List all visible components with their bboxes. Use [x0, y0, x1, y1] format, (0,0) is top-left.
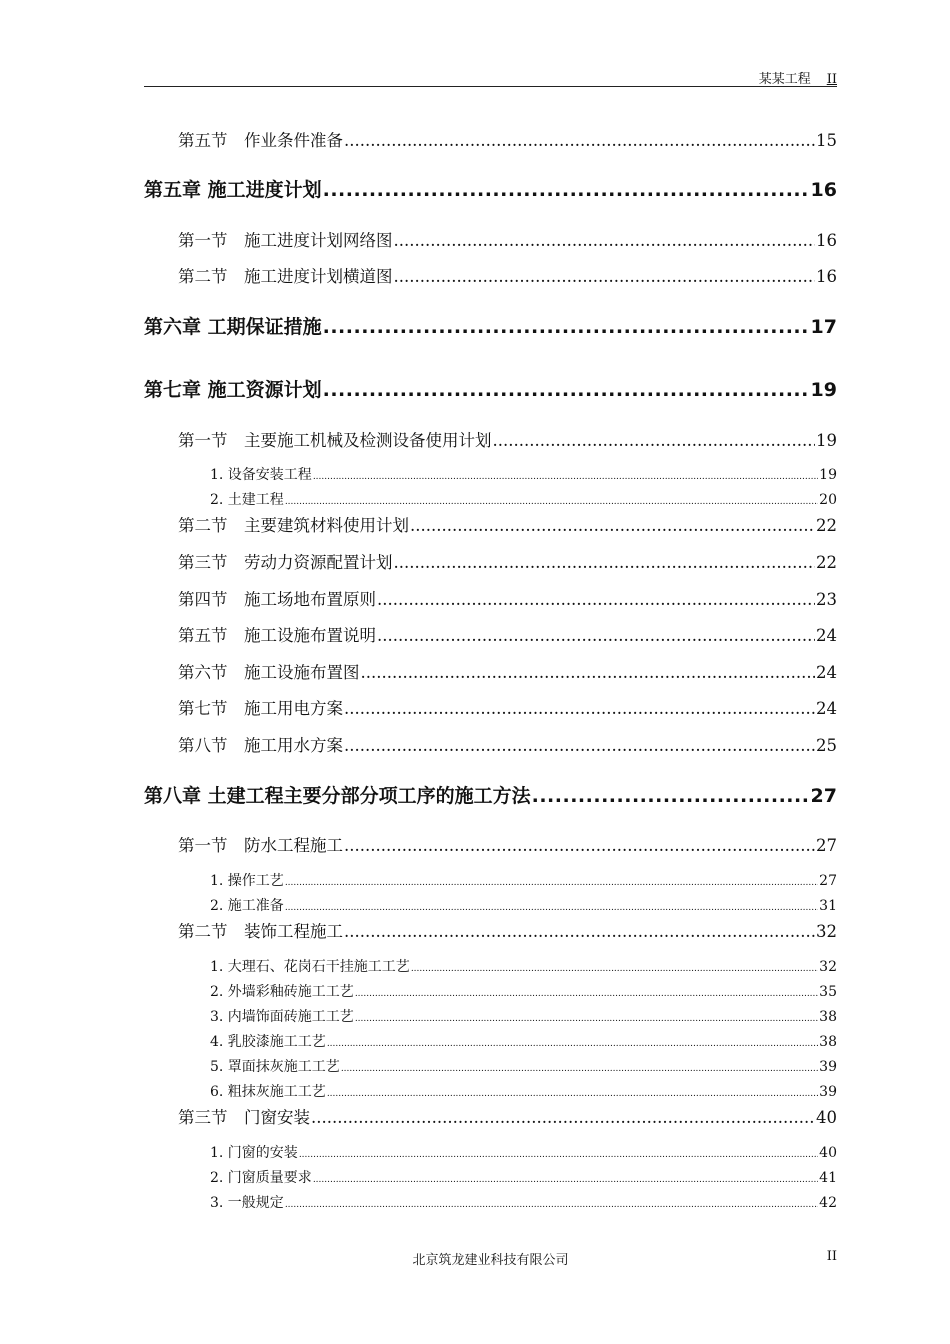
page-number: 22 — [816, 553, 837, 572]
page-number: 35 — [819, 984, 837, 1000]
page-number: 24 — [816, 663, 837, 682]
toc-item-entry[interactable] — [210, 1167, 837, 1187]
section-number: 第二节 — [178, 922, 228, 941]
chapter-title: 第五章 施工进度计划 — [144, 179, 322, 201]
section-number: 第一节 — [178, 836, 228, 855]
dot-leader — [341, 1064, 818, 1074]
dot-leader — [285, 1200, 818, 1210]
dot-leader — [327, 1039, 818, 1049]
section-title: 装饰工程施工 — [244, 922, 343, 941]
toc-section-entry[interactable] — [178, 622, 837, 646]
section-number: 第一节 — [178, 431, 228, 450]
page-number: 19 — [816, 431, 837, 450]
toc-section-entry[interactable] — [178, 918, 837, 942]
chapter-title: 第七章 施工资源计划 — [144, 379, 322, 401]
page-number: 24 — [816, 626, 837, 645]
page-number: 17 — [810, 316, 837, 338]
toc-section-entry[interactable] — [178, 127, 837, 151]
section-title: 门窗安装 — [244, 1108, 310, 1127]
toc-section-entry[interactable] — [178, 263, 837, 287]
page-number: 25 — [816, 736, 837, 755]
dot-leader — [377, 626, 815, 645]
section-title: 施工用电方案 — [244, 699, 343, 718]
dot-leader — [323, 316, 810, 338]
header-title: 某某工程 — [758, 72, 811, 87]
section-number: 第二节 — [178, 516, 228, 535]
dot-leader — [285, 878, 818, 888]
item-title: 1. 操作工艺 — [210, 873, 284, 889]
toc-chapter-entry[interactable] — [144, 175, 837, 202]
dot-leader — [327, 1089, 818, 1099]
page-number: 19 — [810, 379, 837, 401]
section-title: 施工进度计划网络图 — [244, 231, 393, 250]
page-number: 32 — [819, 959, 837, 975]
item-title: 2. 外墙彩釉砖施工工艺 — [210, 984, 354, 1000]
page-number: 27 — [816, 836, 837, 855]
item-title: 4. 乳胶漆施工工艺 — [210, 1034, 326, 1050]
toc-item-entry[interactable] — [210, 1006, 837, 1026]
item-title: 6. 粗抹灰施工工艺 — [210, 1084, 326, 1100]
toc-section-entry[interactable] — [178, 1104, 837, 1128]
page-number: 41 — [819, 1170, 837, 1186]
dot-leader — [394, 553, 816, 572]
page-number: 22 — [816, 516, 837, 535]
item-title: 3. 一般规定 — [210, 1195, 284, 1211]
section-number: 第六节 — [178, 663, 228, 682]
toc-chapter-entry[interactable] — [144, 312, 837, 339]
dot-leader — [344, 699, 815, 718]
dot-leader — [377, 590, 815, 609]
toc-section-entry[interactable] — [178, 732, 837, 756]
dot-leader — [311, 1108, 815, 1127]
page-number: 32 — [816, 922, 837, 941]
page-number: 38 — [819, 1034, 837, 1050]
page-number: 42 — [819, 1195, 837, 1211]
dot-leader — [411, 964, 818, 974]
section-title: 施工设施布置图 — [244, 663, 360, 682]
page-number: 16 — [816, 267, 837, 286]
page-number: 27 — [819, 873, 837, 889]
dot-leader — [394, 267, 816, 286]
dot-leader — [410, 516, 815, 535]
dot-leader — [344, 922, 815, 941]
chapter-title: 第六章 工期保证措施 — [144, 316, 322, 338]
item-title: 1. 设备安装工程 — [210, 467, 312, 483]
header-page-number: II — [826, 72, 837, 87]
toc-item-entry[interactable] — [210, 1192, 837, 1212]
section-title: 施工设施布置说明 — [244, 626, 376, 645]
toc-item-entry[interactable] — [210, 489, 837, 509]
footer-company-name: 北京筑龙建业科技有限公司 — [412, 1253, 569, 1268]
page-number: 38 — [819, 1009, 837, 1025]
toc-chapter-entry[interactable] — [144, 375, 837, 402]
dot-leader — [285, 497, 818, 507]
toc-item-entry[interactable] — [210, 870, 837, 890]
section-title: 主要施工机械及检测设备使用计划 — [244, 431, 492, 450]
page-footer — [144, 1249, 837, 1267]
dot-leader — [355, 989, 818, 999]
toc-section-entry[interactable] — [178, 695, 837, 719]
section-title: 施工用水方案 — [244, 736, 343, 755]
dot-leader — [285, 903, 818, 913]
dot-leader — [313, 1175, 818, 1185]
section-title: 施工场地布置原则 — [244, 590, 376, 609]
page-number: 27 — [810, 785, 837, 807]
dot-leader — [355, 1014, 818, 1024]
toc-item-entry[interactable] — [210, 1031, 837, 1051]
section-number: 第五节 — [178, 626, 228, 645]
section-title: 作业条件准备 — [244, 131, 343, 150]
page-number: 31 — [819, 898, 837, 914]
page-number: 24 — [816, 699, 837, 718]
page-number: 40 — [819, 1145, 837, 1161]
section-title: 防水工程施工 — [244, 836, 343, 855]
section-number: 第三节 — [178, 553, 228, 572]
toc-item-entry[interactable] — [210, 956, 837, 976]
toc-chapter-entry[interactable] — [144, 781, 837, 808]
toc-item-entry[interactable] — [210, 1081, 837, 1101]
section-number: 第二节 — [178, 267, 228, 286]
item-title: 1. 门窗的安装 — [210, 1145, 298, 1161]
toc-section-entry[interactable] — [178, 586, 837, 610]
dot-leader — [344, 736, 815, 755]
section-number: 第一节 — [178, 231, 228, 250]
toc-item-entry[interactable] — [210, 895, 837, 915]
page-number: 16 — [810, 179, 837, 201]
page-number: 20 — [819, 492, 837, 508]
toc-section-entry[interactable] — [178, 659, 837, 683]
toc-item-entry[interactable] — [210, 464, 837, 484]
dot-leader — [323, 379, 810, 401]
dot-leader — [323, 179, 810, 201]
section-number: 第三节 — [178, 1108, 228, 1127]
item-title: 3. 内墙饰面砖施工工艺 — [210, 1009, 354, 1025]
footer-page-number: II — [826, 1249, 837, 1264]
page-number: 39 — [819, 1084, 837, 1100]
item-title: 2. 门窗质量要求 — [210, 1170, 312, 1186]
toc-section-entry[interactable] — [178, 427, 837, 451]
toc-section-entry[interactable] — [178, 227, 837, 251]
page-number: 39 — [819, 1059, 837, 1075]
page-number: 40 — [816, 1108, 837, 1127]
dot-leader — [313, 472, 818, 482]
item-title: 5. 罩面抹灰施工工艺 — [210, 1059, 340, 1075]
item-title: 1. 大理石、花岗石干挂施工工艺 — [210, 959, 410, 975]
item-title: 2. 土建工程 — [210, 492, 284, 508]
section-title: 主要建筑材料使用计划 — [244, 516, 409, 535]
dot-leader — [361, 663, 816, 682]
page-number: 15 — [816, 131, 837, 150]
section-number: 第五节 — [178, 131, 228, 150]
toc-item-entry[interactable] — [210, 981, 837, 1001]
toc-section-entry[interactable] — [178, 549, 837, 573]
page-number: 23 — [816, 590, 837, 609]
section-title: 劳动力资源配置计划 — [244, 553, 393, 572]
toc-item-entry[interactable] — [210, 1056, 837, 1076]
toc-section-entry[interactable] — [178, 832, 837, 856]
chapter-title: 第八章 土建工程主要分部分项工序的施工方法 — [144, 785, 531, 807]
dot-leader — [532, 785, 810, 807]
section-number: 第七节 — [178, 699, 228, 718]
dot-leader — [344, 131, 815, 150]
dot-leader — [299, 1150, 818, 1160]
section-title: 施工进度计划横道图 — [244, 267, 393, 286]
dot-leader — [394, 231, 816, 250]
toc-item-entry[interactable] — [210, 1142, 837, 1162]
section-number: 第八节 — [178, 736, 228, 755]
toc-section-entry[interactable] — [178, 512, 837, 536]
page-number: 16 — [816, 231, 837, 250]
dot-leader — [493, 431, 816, 450]
dot-leader — [344, 836, 815, 855]
page-number: 19 — [819, 467, 837, 483]
item-title: 2. 施工准备 — [210, 898, 284, 914]
section-number: 第四节 — [178, 590, 228, 609]
